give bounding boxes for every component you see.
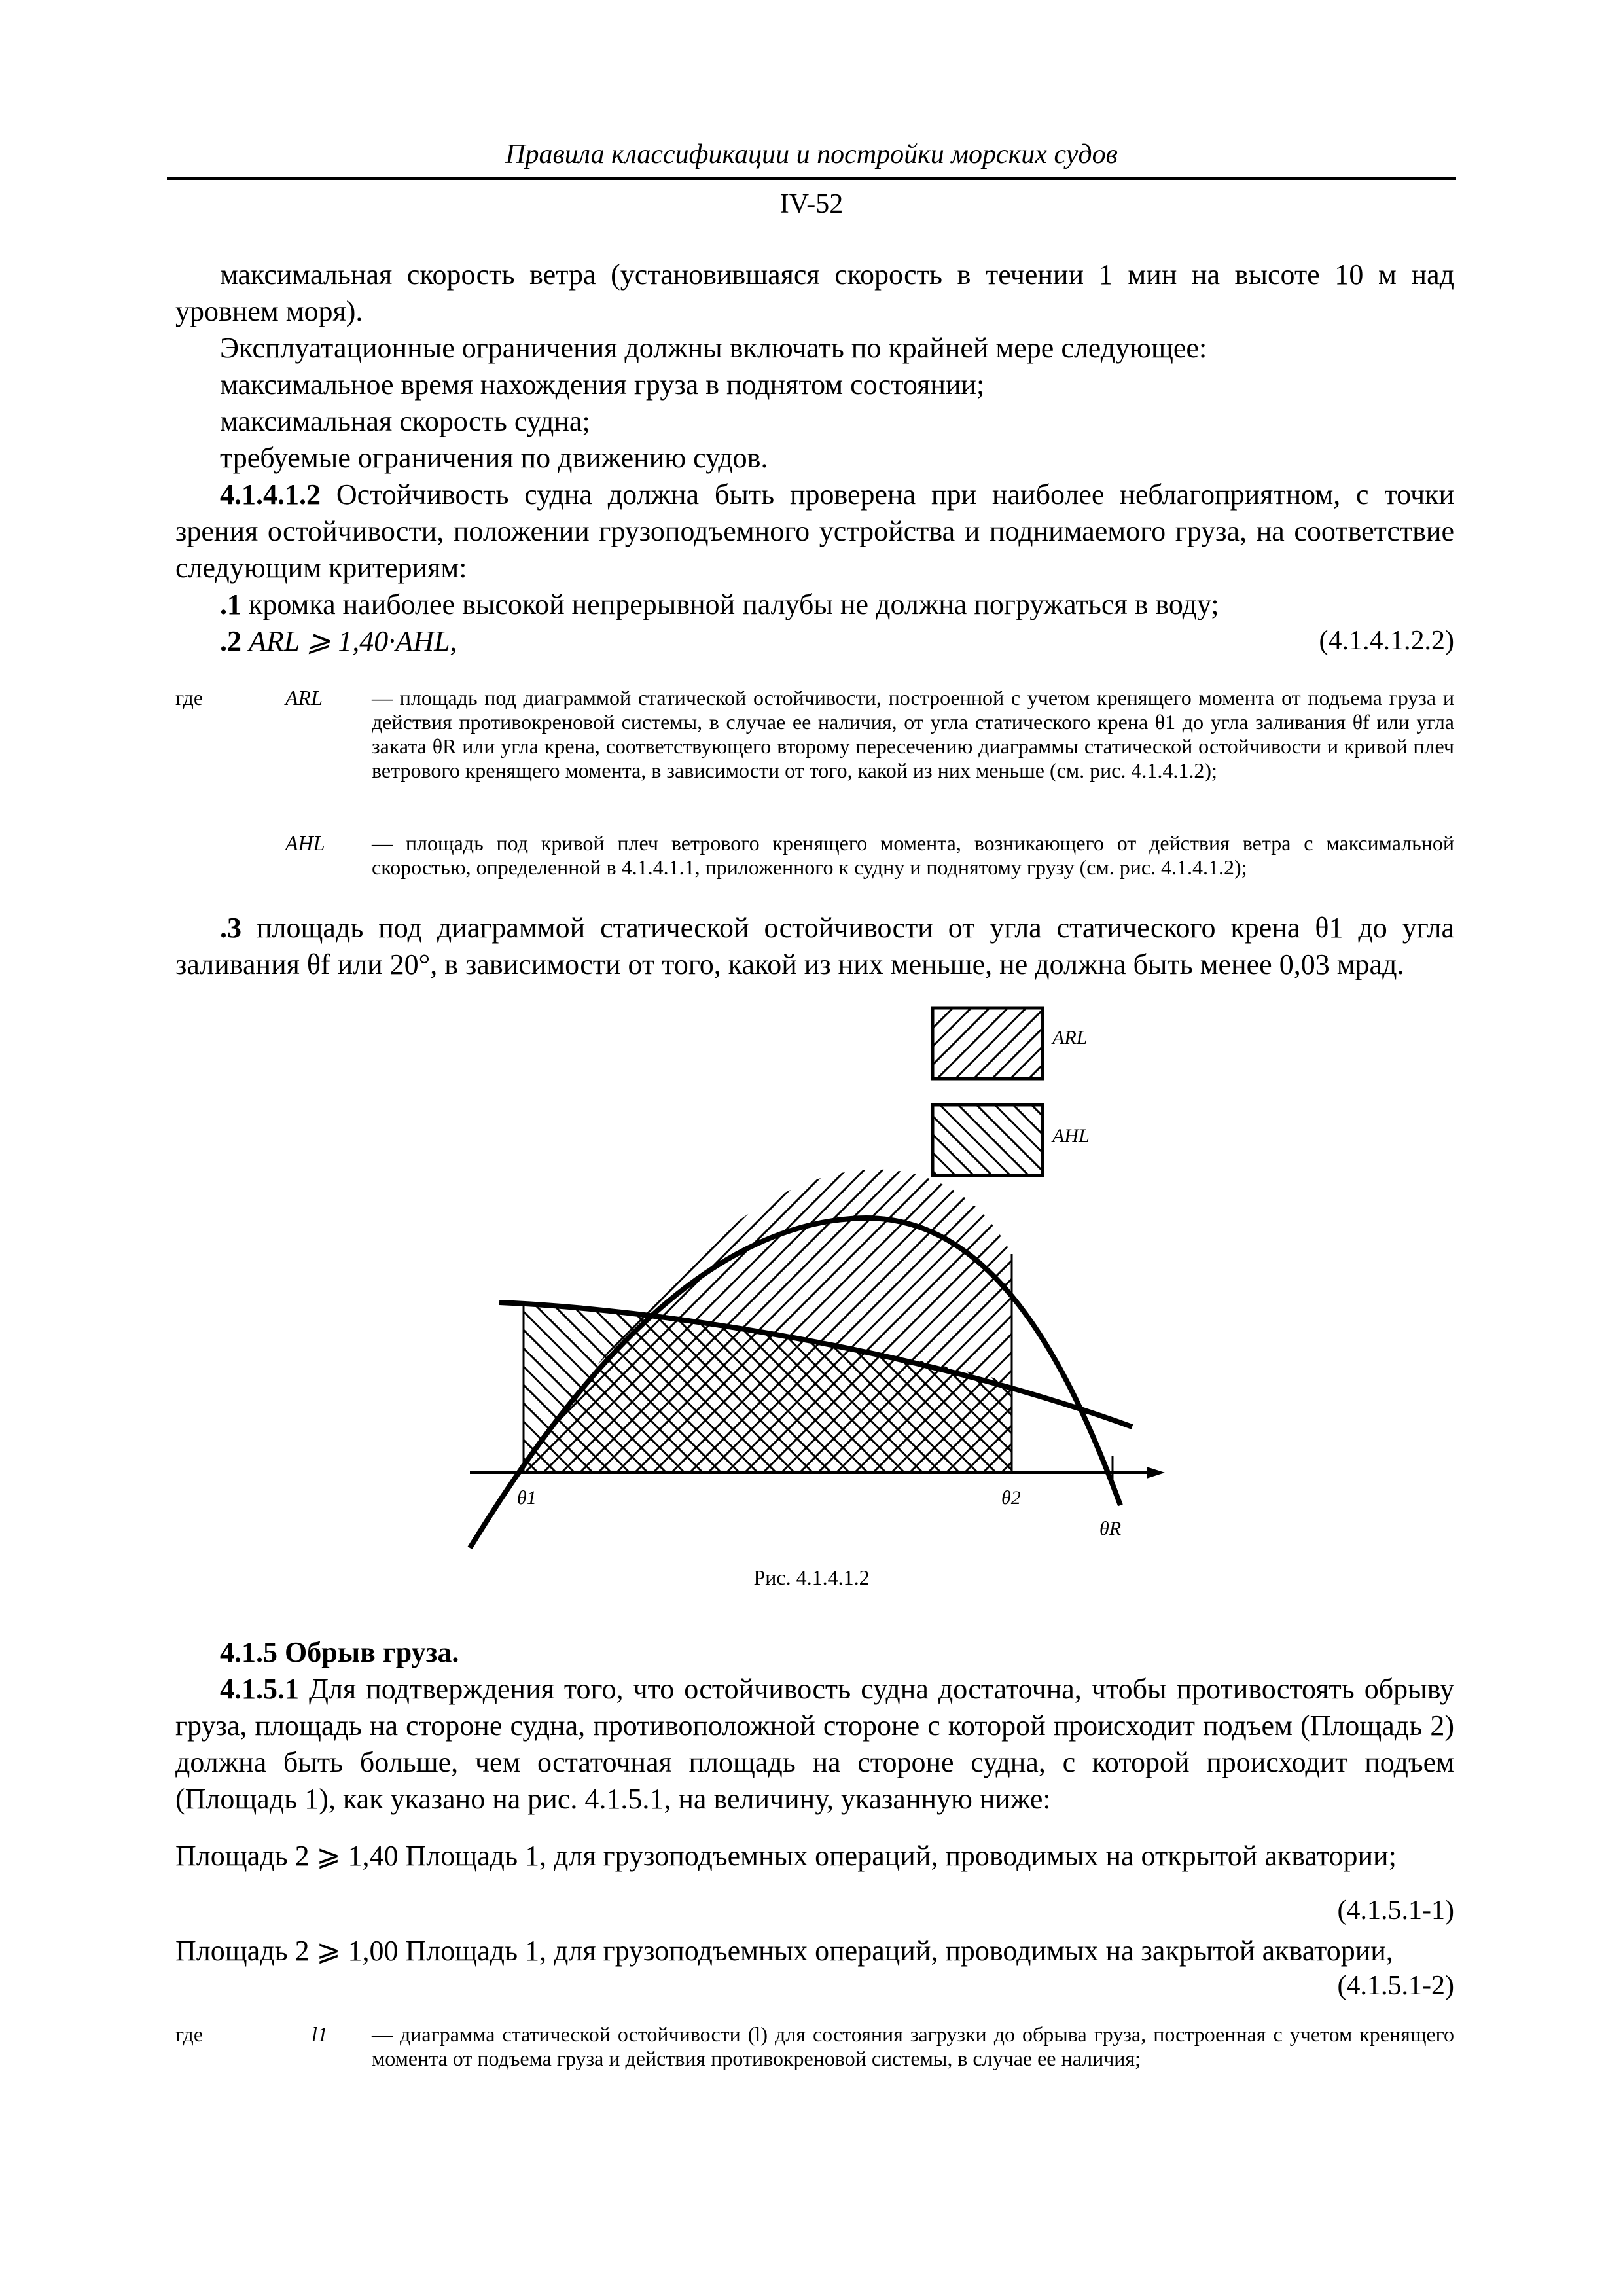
note-arl: — площадь под диаграммой статической остойчивости, построенной с учетом кренящего момента от подъема груза и действия противокреновой системы, в случае ее наличия, от угла статического крена θ1 до угла заливания θf или угла заката θR или угла крена, соответствующего второму пересечению диаграммы статической остойчивости и кривой плеч ветрового кренящего момента, в зависимости от того, какой из них меньше (см. рис. 4.1.4.1.2); [372,686,1454,782]
legend-label-arl: ARL [1052,1027,1088,1049]
label-theta1: θ1 [517,1487,537,1509]
legend-label-ahl: AHL [1052,1125,1090,1147]
list-item-limit-2: максимальная скорость судна; [220,405,590,437]
header-title: Правила классификации и постройки морских судов [505,139,1118,170]
clause-number: 4.1.5.1 [220,1673,299,1705]
paragraph-limits-intro: Эксплуатационные ограничения должны включать по крайней мере следующее: [220,332,1207,364]
list-item-limit-3: требуемые ограничения по движению судов. [220,442,768,474]
note-ahl: — площадь под кривой плеч ветрового кренящего момента, возникающего от действия ветра с максимальной скоростью, определенной в 4.1.4.1.1, приложенного к судну и поднятому грузу (см. рис. 4.1.4.1.2); [372,831,1454,879]
figure-stability-diagram [0,982,1623,1571]
criterion-1: .1 кромка наиболее высокой непрерывной палубы не должна погружаться в воду; [220,588,1219,620]
legend-swatch-arl [933,1008,1043,1079]
formula-arl-ahl: ARL ⩾ 1,40·AHL, [249,625,457,657]
section-heading-4-1-5: 4.1.5 Обрыв груза. [220,1636,459,1668]
label-theta2: θ2 [1001,1487,1021,1509]
paragraph-wind-speed: максимальная скорость ветра (установившаяся скорость в течении 1 мин на высоте 10 м над уровнем моря). [175,259,1454,327]
paragraph-4-1-4-1-2: 4.1.4.1.2 Остойчивость судна должна быть проверена при наиболее неблагоприятном, с точки зрения остойчивости, положении грузоподъемного устройства и поднимаемого груза, на соответствие следующим критериям: [175,478,1454,584]
equation-sheltered-water: Площадь 2 ⩾ 1,00 Площадь 1, для грузоподъемных операций, проводимых на закрытой акватории, [175,1935,1393,1967]
page-number: IV-52 [779,189,844,219]
equation-number: (4.1.4.1.2.2) [1319,626,1454,656]
legend-swatch-ahl [933,1105,1043,1175]
list-item-limit-1: максимальное время нахождения груза в поднятом состоянии; [220,368,985,401]
x-axis-arrow [1147,1467,1165,1479]
equation-number-1: (4.1.5.1-1) [1337,1895,1454,1926]
clause-number: 4.1.4.1.2 [220,478,321,511]
symbol-arl: ARL [285,686,323,709]
symbol-ahl: AHL [285,831,325,855]
equation-open-water: Площадь 2 ⩾ 1,40 Площадь 1, для грузоподъемных операций, проводимых на открытой акватории; [175,1840,1397,1872]
label-theta-r: θR [1099,1518,1122,1539]
criterion-2: .2 ARL ⩾ 1,40·AHL, [220,625,457,657]
header-rule [167,177,1456,180]
note-l1: — диаграмма статической остойчивости (l) для состояния загрузки до обрыва груза, построенная с учетом кренящего момента от подъема груза и действия противокреновой системы, в случае ее наличия; [372,2022,1454,2070]
paragraph-4-1-5-1: 4.1.5.1 Для подтверждения того, что остойчивость судна достаточна, чтобы противостоять обрыву груза, площадь на стороне судна, противоположной стороне с которой происходит подъем (Площадь 2) должна быть больше, чем остаточная площадь на стороне судна, с которой происходит подъем (Площадь 1), как указано на рис. 4.1.5.1, на величину, указанную ниже: [175,1673,1454,1815]
where-label-2: где [175,2022,204,2046]
where-label: где [175,686,204,709]
figure-caption: Рис. 4.1.4.1.2 [753,1566,870,1589]
symbol-l1: l1 [312,2022,328,2046]
criterion-3: .3 площадь под диаграммой статической остойчивости от угла статического крена θ1 до угла заливания θf или 20°, в зависимости от того, какой из них меньше, не должна быть менее 0,03 мрад. [175,912,1454,980]
equation-number-2: (4.1.5.1-2) [1337,1971,1454,2001]
